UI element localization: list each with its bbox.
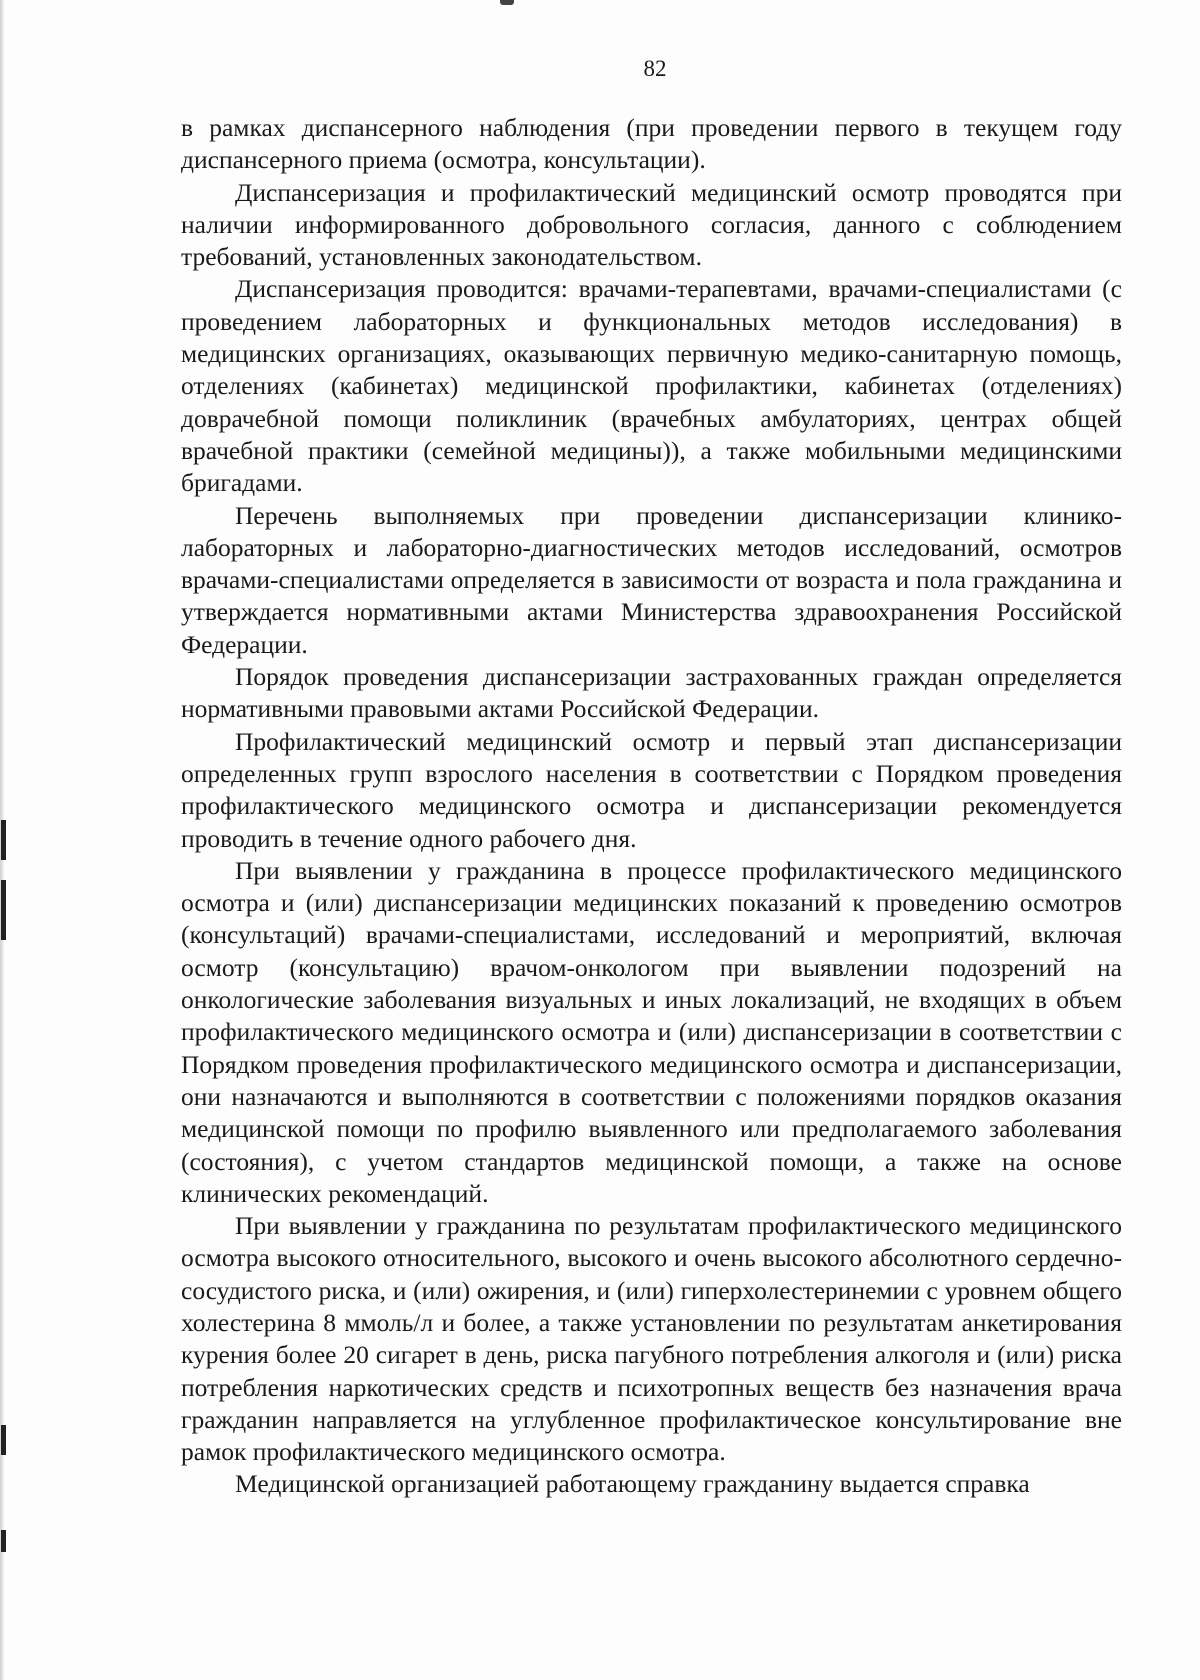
scan-artifact [500, 0, 514, 5]
body-text [181, 112, 1122, 1501]
scan-binding-mark [1, 1530, 6, 1552]
paragraph: Диспансеризация и профилактический медицинский осмотр проводятся при наличии информированного добровольного согласия, данного с соблюдением требований, установленных законодательством. [181, 177, 1122, 272]
paragraph: Медицинской организацией работающему гражданину выдается справка [235, 1469, 1030, 1499]
scan-binding-mark [1, 820, 6, 860]
paragraph: Порядок проведения диспансеризации застрахованных граждан определяется нормативными правовыми актами Российской Федерации. [181, 662, 1122, 724]
paragraph: Перечень выполняемых при проведении диспансеризации клинико-лабораторных и лабораторно-диагностических методов исследований, осмотров врачами-специалистами определяется в зависимости от возраста и пола гражданина и утверждается нормативными актами Министерства здравоохранения Российской Федерации. [181, 500, 1122, 659]
page-number: 82 [643, 56, 667, 81]
scan-binding-mark [1, 1425, 6, 1455]
paragraph: При выявлении у гражданина в процессе профилактического медицинского осмотра и (или) диспансеризации медицинских показаний к проведению осмотров (консультаций) врачами-специалистами, исследований и мероприятий, включая осмотр (консультацию) врачом-онкологом при выявлении подозрений на онкологические заболевания визуальных и иных локализаций, не входящих в объем профилактического медицинского осмотра и (или) диспансеризации в соответствии с Порядком проведения профилактического медицинского осмотра и диспансеризации, они назначаются и выполняются в соответствии с положениями порядков оказания медицинской помощи по профилю выявленного или предполагаемого заболевания (состояния), с учетом стандартов медицинской помощи, а также на основе клинических рекомендаций. [181, 855, 1122, 1208]
paragraph: При выявлении у гражданина по результатам профилактического медицинского осмотра высокого относительного, высокого и очень высокого абсолютного сердечно-сосудистого риска, и (или) ожирения, и (или) гиперхолестеринемии с уровнем общего холестерина 8 ммоль/л и более, а также установлении по результатам анкетирования курения более 20 сигарет в день, риска пагубного потребления алкоголя и (или) риска потребления наркотических средств и психотропных веществ без назначения врача гражданин направляется на углубленное профилактическое консультирование вне рамок профилактического медицинского осмотра. [181, 1211, 1122, 1467]
paragraph: в рамках диспансерного наблюдения (при проведении первого в текущем году диспансерного приема (осмотра, консультации). [181, 113, 1122, 175]
paragraph: Диспансеризация проводится: врачами-терапевтами, врачами-специалистами (с проведением лабораторных и функциональных методов исследования) в медицинских организациях, оказывающих первичную медико-санитарную помощь, отделениях (кабинетах) медицинской профилактики, кабинетах (отделениях) доврачебной помощи поликлиник (врачебных амбулаториях, центрах общей врачебной практики (семейной медицины)), а также мобильными медицинскими бригадами. [181, 274, 1122, 498]
paragraph: Профилактический медицинский осмотр и первый этап диспансеризации определенных групп взрослого населения в соответствии с Порядком проведения профилактического медицинского осмотра и диспансеризации рекомендуется проводить в течение одного рабочего дня. [181, 726, 1122, 853]
scan-binding-mark [1, 880, 6, 940]
